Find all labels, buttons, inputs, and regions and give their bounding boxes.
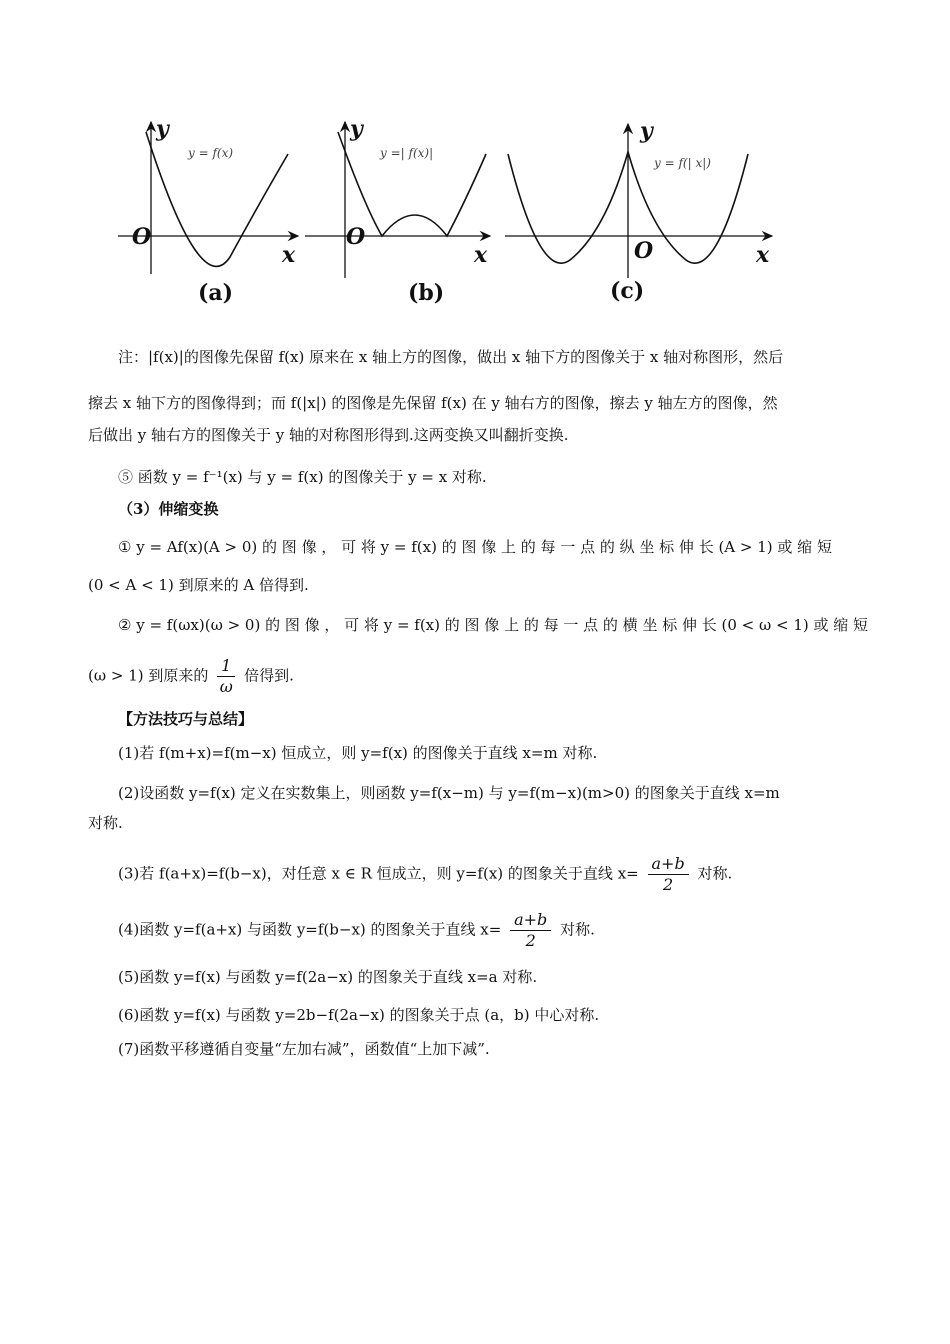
method-4	[118, 910, 898, 951]
fraction-numerator: 1	[217, 656, 235, 677]
stretch-heading: （3）伸缩变换	[118, 500, 219, 518]
note-line-1: 注：|f(x)|的图像先保留 f(x) 原来在 x 轴上方的图像，做出 x 轴下方的图像关于 x 轴对称图形，然后	[118, 348, 784, 366]
function-label-c: y = f(| x|)	[654, 156, 711, 170]
method-1: (1)若 f(m+x)=f(m−x) 恒成立，则 y=f(x) 的图像关于直线 x=m 对称.	[118, 744, 598, 762]
function-graphs-figure	[110, 112, 800, 312]
fraction-a-plus-b-over-2	[648, 854, 689, 895]
stretch-p2-line-1: ② y = f(ωx)(ω > 0) 的 图 像 ， 可 将 y = f(x) 的 图 像 上 的 每 一 点 的 横 坐 标 伸 长 (0 < ω < 1) 或 缩 短	[118, 616, 869, 634]
method-3	[118, 854, 898, 895]
y-axis-label-c: y	[640, 118, 653, 144]
item-5: ⑤ 函数 y = f⁻¹(x) 与 y = f(x) 的图像关于 y = x 对称.	[118, 468, 487, 486]
stretch-p2-line-2	[88, 656, 868, 697]
methods-heading: 【方法技巧与总结】	[118, 710, 254, 728]
x-axis-label-b: x	[474, 242, 488, 268]
fraction-a-plus-b-over-2	[510, 910, 551, 951]
x-axis-label-a: x	[282, 242, 296, 268]
method-4-pre: (4)函数 y=f(a+x) 与函数 y=f(b−x) 的图象关于直线 x=	[118, 920, 502, 939]
function-label-b: y =| f(x)|	[380, 146, 434, 160]
y-axis-label-a: y	[156, 116, 169, 142]
fraction-numerator: a+b	[510, 910, 551, 931]
method-3-pre: (3)若 f(a+x)=f(b−x)，对任意 x ∈ R 恒成立，则 y=f(x) 的图象关于直线 x=	[118, 864, 639, 883]
function-label-a: y = f(x)	[188, 146, 234, 160]
origin-label-b: O	[346, 224, 366, 250]
note-line-3: 后做出 y 轴右方的图像关于 y 轴的对称图形得到.这两变换又叫翻折变换.	[88, 426, 569, 444]
stretch-p1-line-1: ① y = Af(x)(A > 0) 的 图 像 ， 可 将 y = f(x) 的 图 像 上 的 每 一 点 的 纵 坐 标 伸 长 (A > 1) 或 缩 短	[118, 538, 832, 556]
method-3-post: 对称.	[697, 864, 733, 883]
origin-label-c: O	[634, 238, 654, 264]
note-line-2: 擦去 x 轴下方的图像得到；而 f(|x|) 的图像是先保留 f(x) 在 y 轴右方的图像，擦去 y 轴左方的图像，然	[88, 394, 778, 412]
stretch-p2-pre: (ω > 1) 到原来的	[88, 666, 209, 685]
method-2-line-1: (2)设函数 y=f(x) 定义在实数集上，则函数 y=f(x−m) 与 y=f(m−x)(m>0) 的图象关于直线 x=m	[118, 784, 780, 802]
caption-b: (b)	[408, 280, 445, 306]
fraction-one-over-omega	[217, 656, 235, 697]
stretch-p2-post: 倍得到.	[244, 666, 294, 685]
x-axis-label-c: x	[756, 242, 770, 268]
method-4-post: 对称.	[560, 920, 595, 939]
method-5: (5)函数 y=f(x) 与函数 y=f(2a−x) 的图象关于直线 x=a 对称.	[118, 968, 538, 986]
method-2-line-2: 对称.	[88, 814, 123, 832]
graph-a	[118, 122, 298, 274]
method-6: (6)函数 y=f(x) 与函数 y=2b−f(2a−x) 的图象关于点 (a，b) 中心对称.	[118, 1006, 600, 1024]
fraction-denominator: 2	[525, 931, 536, 950]
stretch-p1-line-2: (0 < A < 1) 到原来的 A 倍得到.	[88, 576, 309, 594]
fraction-denominator: 2	[663, 875, 674, 894]
y-axis-label-b: y	[350, 116, 363, 142]
caption-c: (c)	[610, 278, 645, 304]
fraction-numerator: a+b	[648, 854, 689, 875]
origin-label-a: O	[132, 224, 152, 250]
caption-a: (a)	[198, 280, 234, 306]
method-7: (7)函数平移遵循自变量“左加右减”，函数值“上加下减”.	[118, 1040, 490, 1058]
fraction-denominator: ω	[219, 677, 233, 696]
